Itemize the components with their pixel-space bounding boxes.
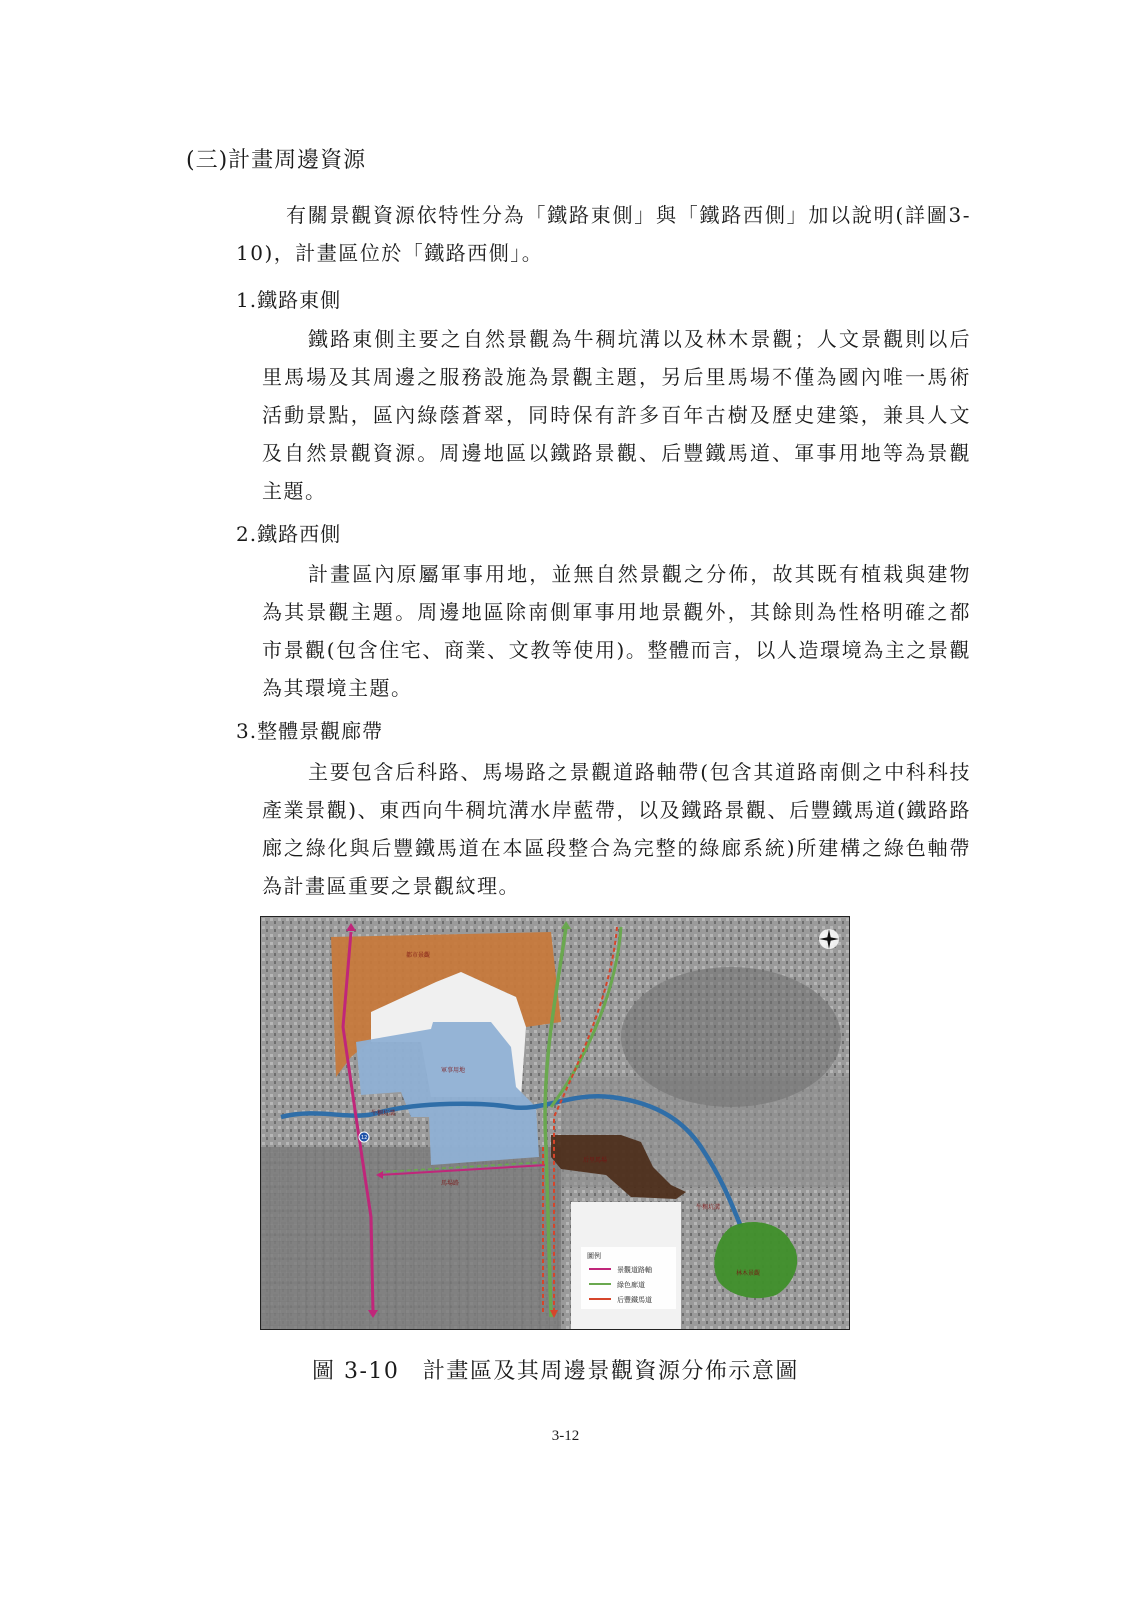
farm-fields-area [261, 1147, 561, 1329]
east-vegetation-area [621, 967, 841, 1107]
east-paragraph: 鐵路東側主要之自然景觀為牛稠坑溝以及林木景觀；人文景觀則以后里馬場及其周邊之服務設施為景觀主題，另后里馬場不僅為國內唯一馬術活動景點，區內綠蔭蒼翠，同時保有許多百年古樹及歷史建築，兼具人文及自然景觀資源。周邊地區以鐵路景觀、后豐鐵馬道、軍事用地等為景觀主題。 [262, 327, 971, 503]
creek-east-label: 牛稠坑溝 [696, 1204, 721, 1211]
compass-icon [819, 929, 839, 949]
legend-item-green-corridor: 綠色廊道 [617, 1281, 645, 1289]
horse-farm-label: 后里馬場 [583, 1157, 608, 1164]
legend-item-scenic-road: 景觀道路軸 [617, 1266, 652, 1274]
subsection-title-east: 1.鐵路東側 [236, 288, 342, 312]
subsection-title-corridor: 3.整體景觀廊帶 [236, 719, 384, 743]
legend-title: 圖例 [587, 1252, 601, 1260]
figure-caption: 圖 3-10 計畫區及其周邊景觀資源分佈示意圖 [312, 1359, 799, 1384]
subsection-title-west: 2.鐵路西側 [236, 522, 342, 546]
map-svg [261, 917, 849, 1329]
landscape-map-figure [260, 916, 850, 1330]
section-heading: (三)計畫周邊資源 [186, 148, 367, 173]
corridor-paragraph: 主要包含后科路、馬場路之景觀道路軸帶(包含其道路南側之中科科技產業景觀)、東西向牛稠坑溝水岸藍帶，以及鐵路景觀、后豐鐵馬道(鐵路路廊之綠化與后豐鐵馬道在本區段整合為完整的綠廊系統)所建構之綠色軸帶為計畫區重要之景觀紋理。 [262, 760, 971, 898]
legend-item-bike-path: 后豐鐵馬道 [617, 1296, 652, 1304]
page-number: 3-12 [551, 1428, 580, 1444]
route-12-label: 12 [361, 1135, 368, 1141]
urban-landscape-label: 都市景觀 [406, 952, 431, 959]
west-paragraph: 計畫區內原屬軍事用地，並無自然景觀之分佈，故其既有植栽與建物為其景觀主題。周邊地區除南側軍事用地景觀外，其餘則為性格明確之都市景觀(包含住宅、商業、文教等使用)。整體而言，以人造環境為主之景觀為其環境主題。 [262, 562, 971, 700]
military-land-label: 軍事用地 [441, 1067, 466, 1074]
horse-road-label: 馬場路 [441, 1180, 460, 1187]
intro-paragraph: 有關景觀資源依特性分為「鐵路東側」與「鐵路西側」加以說明(詳圖3-10)，計畫區位於「鐵路西側」。 [236, 203, 971, 265]
map-legend [581, 1247, 676, 1309]
creek-west-label: 牛稠坑溝 [371, 1110, 396, 1117]
forest-landscape-label: 林木景觀 [736, 1270, 761, 1277]
